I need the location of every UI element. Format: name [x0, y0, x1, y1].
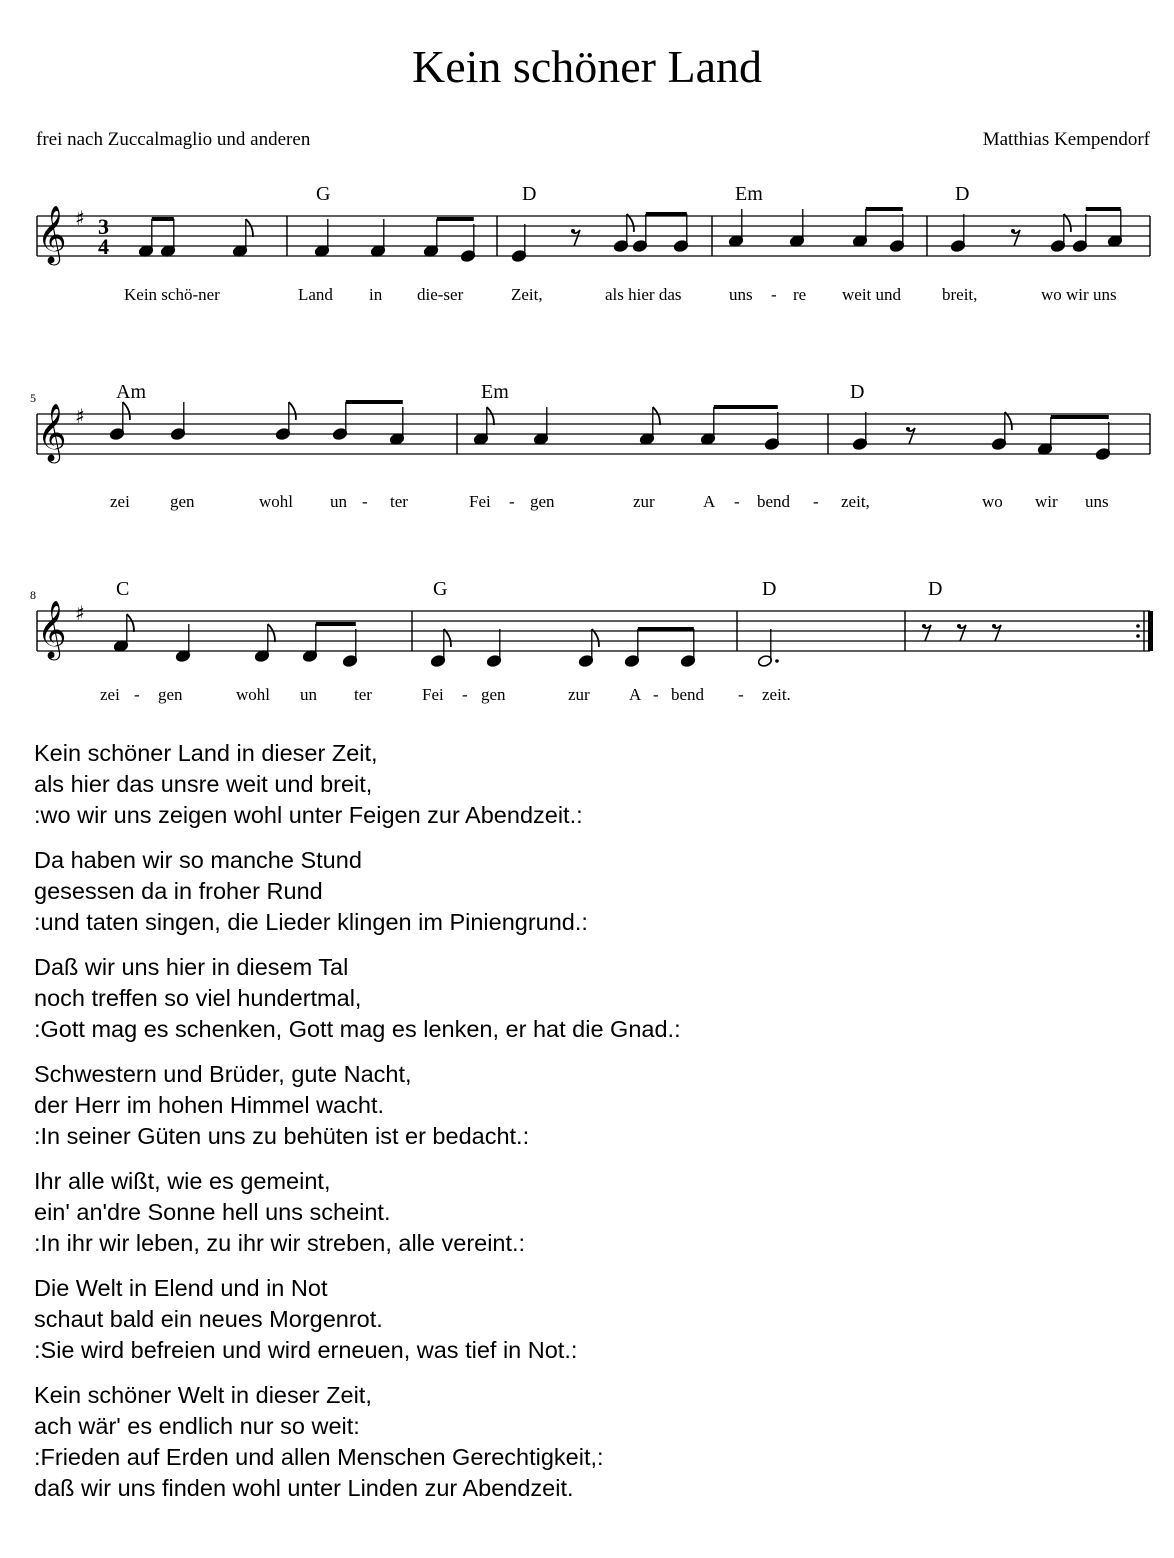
lyric-syllable: zur — [568, 685, 590, 704]
lyricist-credit: frei nach Zuccalmaglio und anderen — [36, 129, 311, 150]
measure-number: 8 — [30, 588, 36, 602]
lyric-syllable: zeit. — [762, 685, 791, 704]
lyric-syllable: wohl — [259, 492, 293, 511]
verse-line: Ihr alle wißt, wie es gemeint, — [34, 1168, 331, 1194]
lyric-syllable: - — [462, 685, 468, 704]
verse-line: :Sie wird befreien und wird erneuen, was tief in Not.: — [34, 1337, 578, 1363]
treble-clef-icon: 𝄞 — [37, 403, 67, 461]
lyric-syllable: gen — [530, 492, 555, 511]
chord-symbol: D — [955, 183, 970, 205]
verse-line: Die Welt in Elend und in Not — [34, 1275, 328, 1301]
verse — [34, 845, 681, 938]
verse-line: :und taten singen, die Lieder klingen im Piniengrund.: — [34, 909, 588, 935]
verse — [34, 738, 681, 831]
verse — [34, 1166, 681, 1259]
lyric-syllable: Kein schö-ner — [124, 285, 220, 304]
lyric-syllable: wohl — [236, 685, 270, 704]
repeat-dot — [1136, 624, 1140, 628]
verse — [34, 952, 681, 1045]
time-signature-top: 3 — [98, 214, 109, 239]
verse-line: ach wär' es endlich nur so weit: — [34, 1413, 360, 1439]
eighth-rest-dot — [571, 229, 575, 233]
verse-line: als hier das unsre weit und breit, — [34, 771, 373, 797]
verse — [34, 1380, 681, 1504]
note-flag — [1064, 214, 1071, 232]
verse-line: Kein schöner Welt in dieser Zeit, — [34, 1382, 372, 1408]
lyric-syllable: wir — [1035, 492, 1058, 511]
eighth-rest-dot — [922, 624, 926, 628]
lyric-syllable: A — [629, 685, 642, 704]
lyric-syllable: zei — [100, 685, 120, 704]
lyric-syllable: gen — [481, 685, 506, 704]
verse-line: daß wir uns finden wohl unter Linden zur Abendzeit. — [34, 1475, 574, 1501]
lyric-syllable: wo wir uns — [1041, 285, 1117, 304]
lyric-syllable: un — [300, 685, 317, 704]
key-signature-sharp-icon: ♯ — [75, 601, 85, 625]
lyric-syllable: gen — [158, 685, 183, 704]
lyric-syllable: ter — [354, 685, 372, 704]
lyric-syllable: - — [134, 685, 140, 704]
chord-symbol: D — [850, 381, 865, 403]
chord-symbol: Em — [481, 381, 509, 403]
chord-symbol: Em — [735, 183, 763, 205]
verse — [34, 1273, 681, 1366]
chord-symbol: Am — [116, 381, 146, 403]
chord-symbol: C — [116, 578, 130, 600]
lyric-syllable: Zeit, — [511, 285, 543, 304]
lyric-syllable: Land — [298, 285, 333, 304]
note-flag — [592, 629, 599, 647]
final-barline — [1148, 611, 1153, 651]
treble-clef-icon: 𝄞 — [37, 600, 67, 658]
note-flag — [1005, 412, 1012, 430]
key-signature-sharp-icon: ♯ — [75, 206, 85, 230]
lyric-syllable: weit und — [842, 285, 902, 304]
repeat-dot — [1136, 634, 1140, 638]
lyric-syllable: - — [813, 492, 819, 511]
chord-symbol: G — [433, 578, 448, 600]
verses — [34, 738, 681, 1518]
note-flag — [123, 402, 130, 420]
chord-symbol: D — [522, 183, 537, 205]
note-flag — [246, 219, 253, 237]
verse-line: :Frieden auf Erden und allen Menschen Gerechtigkeit,: — [34, 1444, 604, 1470]
verse-line: schaut bald ein neues Morgenrot. — [34, 1306, 383, 1332]
lyric-syllable: - — [771, 285, 777, 304]
notes — [109, 209, 1122, 668]
key-signature-sharp-icon: ♯ — [75, 404, 85, 428]
verse-line: :wo wir uns zeigen wohl unter Feigen zur Abendzeit.: — [34, 802, 583, 828]
lyric-syllable: wo — [982, 492, 1003, 511]
lyric-syllable: Fei — [469, 492, 491, 511]
verse-line: noch treffen so viel hundertmal, — [34, 985, 362, 1011]
verse-line: gesessen da in froher Rund — [34, 878, 323, 904]
lyric-syllable: zur — [633, 492, 655, 511]
verse-line: :In ihr wir leben, zu ihr wir streben, alle vereint.: — [34, 1230, 526, 1256]
eighth-rest-dot — [1011, 229, 1015, 233]
song-title: Kein schöner Land — [412, 41, 762, 92]
chord-symbol: D — [762, 578, 777, 600]
lyric-syllable: zei — [110, 492, 130, 511]
lyric-syllable: uns — [1085, 492, 1109, 511]
eighth-rest-dot — [957, 624, 961, 628]
lyric-syllable: re — [793, 285, 807, 304]
lyric-syllable: bend — [757, 492, 791, 511]
verse-line: ein' an'dre Sonne hell uns scheint. — [34, 1199, 391, 1225]
verse-line: Schwestern und Brüder, gute Nacht, — [34, 1061, 412, 1087]
lyric-syllable: ter — [390, 492, 408, 511]
lyric-syllable: - — [362, 492, 368, 511]
staff-lines — [37, 216, 1150, 651]
lyric-syllable: - — [653, 685, 659, 704]
lyric-syllable: - — [509, 492, 515, 511]
verse-line: der Herr im hohen Himmel wacht. — [34, 1092, 384, 1118]
note-flag — [127, 614, 134, 632]
note-flag — [444, 629, 451, 647]
lyric-syllable: breit, — [942, 285, 978, 304]
chord-symbol: D — [928, 578, 943, 600]
lyric-syllable: A — [703, 492, 716, 511]
eighth-rest-dot — [992, 624, 996, 628]
note-dot — [775, 659, 779, 663]
lyric-syllable: die-ser — [417, 285, 464, 304]
chord-symbol: G — [316, 183, 331, 205]
lyric-syllable: - — [734, 492, 740, 511]
lyric-syllable: un — [330, 492, 347, 511]
eighth-rest-dot — [906, 427, 910, 431]
note-flag — [653, 407, 660, 425]
verse-line: :Gott mag es schenken, Gott mag es lenken, er hat die Gnad.: — [34, 1016, 681, 1042]
lyric-syllable: - — [738, 685, 744, 704]
lyric-syllable: uns — [729, 285, 753, 304]
composer-credit: Matthias Kempendorf — [982, 129, 1150, 150]
lyric-syllable: gen — [170, 492, 195, 511]
lyric-syllable: bend — [671, 685, 705, 704]
note-flag — [289, 402, 296, 420]
music-score — [0, 0, 1174, 730]
verse-line: :In seiner Güten uns zu behüten ist er bedacht.: — [34, 1123, 530, 1149]
verse — [34, 1059, 681, 1152]
note-flag — [487, 407, 494, 425]
verse-line: Da haben wir so manche Stund — [34, 847, 362, 873]
verse-line: Daß wir uns hier in diesem Tal — [34, 954, 349, 980]
lyric-syllable: als hier das — [605, 285, 682, 304]
verse-line: Kein schöner Land in dieser Zeit, — [34, 740, 378, 766]
treble-clef-icon: 𝄞 — [37, 205, 67, 263]
lyric-syllable: in — [369, 285, 383, 304]
note-flag — [268, 624, 275, 642]
time-signature-bottom: 4 — [98, 234, 109, 259]
measure-number: 5 — [30, 391, 36, 405]
lyric-syllable: Fei — [422, 685, 444, 704]
lyric-syllable: zeit, — [841, 492, 870, 511]
note-flag — [627, 214, 634, 232]
